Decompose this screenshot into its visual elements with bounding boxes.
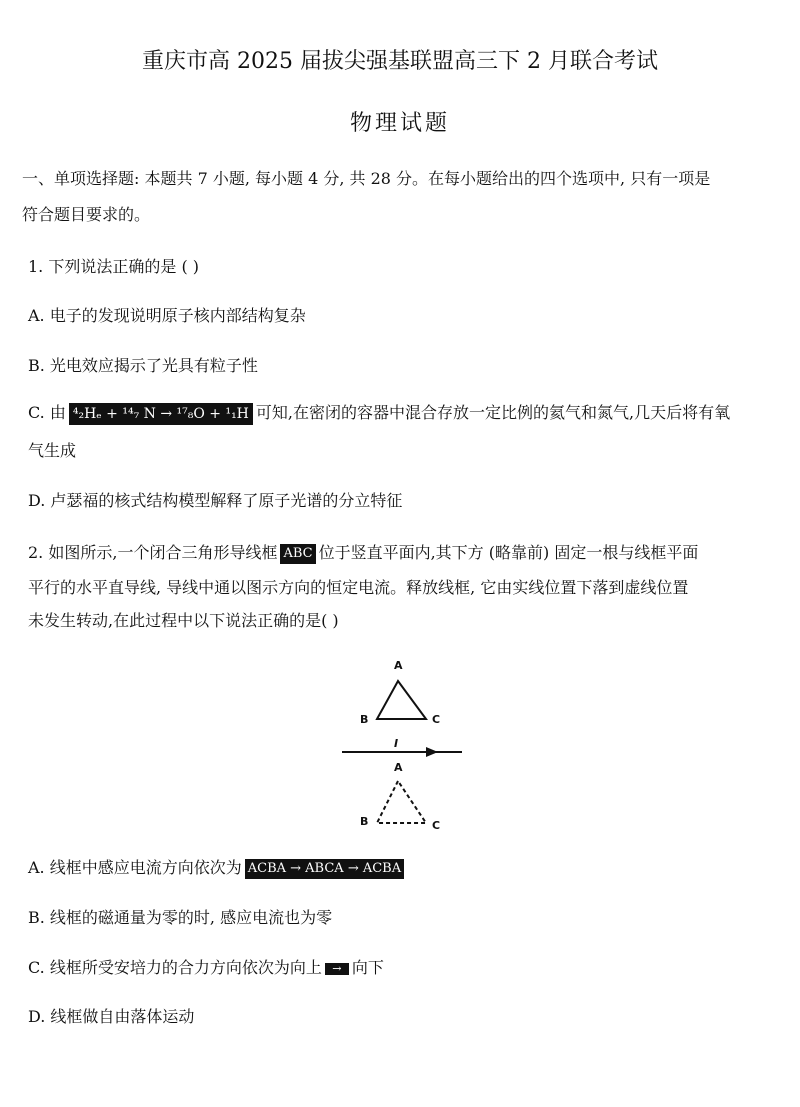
q2-stem-suffix: 位于竖直平面内,其下方 (略靠前) 固定一根与线框平面 [318, 543, 699, 562]
solid-triangle [377, 681, 426, 719]
figure-label-b-bottom: B [360, 815, 369, 828]
q2-stem-line1 [28, 540, 698, 564]
q1-option-c-prefix: C. 由 [28, 403, 66, 422]
figure-label-c-bottom: C [432, 819, 441, 832]
figure-label-b-top: B [360, 713, 369, 726]
page-subtitle: 物理试题 [349, 111, 450, 136]
q2-abc-formula: ABC [280, 544, 315, 564]
current-arrow-icon [426, 747, 438, 757]
q1-stem: 1. 下列说法正确的是 ( ) [28, 257, 200, 276]
page-title: 重庆市高 2025 届拔尖强基联盟高三下 2 月联合考试 [142, 49, 658, 74]
q2-figure [340, 655, 470, 835]
q2-arrow-formula: → [325, 963, 349, 975]
current-label: I [394, 737, 399, 750]
q2-stem-prefix: 2. 如图所示,一个闭合三角形导线框 [28, 543, 278, 562]
q1-nuclear-formula: ⁴₂Hₑ + ¹⁴₇ N → ¹⁷₈O + ¹₁H [69, 403, 253, 425]
q2-stem-line3: 未发生转动,在此过程中以下说法正确的是( ) [28, 611, 339, 630]
figure-label-a-bottom: A [394, 761, 403, 774]
q1-option-c-line2: 气生成 [28, 441, 77, 460]
q2-option-a [28, 855, 407, 879]
q2-option-c [28, 955, 384, 978]
q1-option-c [28, 400, 730, 425]
q2-option-c-suffix: 向下 [351, 958, 384, 977]
figure-label-c-top: C [432, 713, 441, 726]
q2-stem-line2: 平行的水平直导线, 导线中通以图示方向的恒定电流。释放线框, 它由实线位置下落到虚线位置 [28, 578, 689, 597]
q1-option-b: B. 光电效应揭示了光具有粒子性 [28, 356, 258, 375]
q1-option-c-suffix: 可知,在密闭的容器中混合存放一定比例的氦气和氮气,几天后将有氧 [255, 403, 731, 422]
section-instructions-line2: 符合题目要求的。 [22, 205, 151, 224]
q2-current-sequence-formula: ACBA → ABCA → ACBA [245, 859, 404, 879]
q2-option-a-prefix: A. 线框中感应电流方向依次为 [28, 858, 242, 877]
q1-option-d: D. 卢瑟福的核式结构模型解释了原子光谱的分立特征 [28, 491, 403, 510]
q2-option-d: D. 线框做自由落体运动 [28, 1007, 195, 1026]
dashed-triangle [377, 781, 426, 823]
figure-label-a-top: A [394, 659, 403, 672]
q2-option-b: B. 线框的磁通量为零的时, 感应电流也为零 [28, 908, 333, 927]
section-instructions-line1: 一、单项选择题: 本题共 7 小题, 每小题 4 分, 共 28 分。在每小题给出的四个选项中, 只有一项是 [22, 169, 711, 188]
q2-option-c-prefix: C. 线框所受安培力的合力方向依次为向上 [28, 958, 322, 977]
q1-option-a: A. 电子的发现说明原子核内部结构复杂 [28, 306, 306, 325]
